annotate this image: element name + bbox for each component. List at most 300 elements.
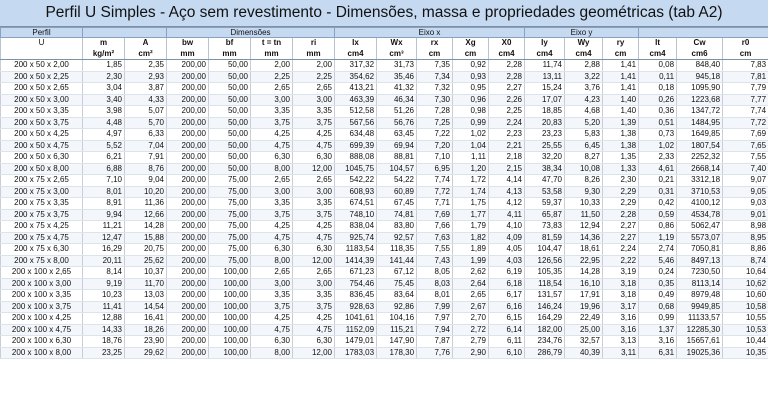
table-cell: 67,12 [377,267,417,279]
table-row [1,232,768,244]
table-cell: 1,82 [453,232,489,244]
table-cell: 6,17 [489,290,525,302]
table-cell: 634,48 [335,129,377,141]
table-cell: 3,18 [603,278,639,290]
table-cell: 3,17 [603,301,639,313]
table-cell: 63,45 [377,129,417,141]
table-cell: 147,90 [377,336,417,348]
table-cell: 11,74 [525,60,565,72]
table-cell: 15657,61 [677,336,723,348]
table-cell: 11,21 [83,221,125,233]
column-unit: cm [417,49,453,60]
table-cell: 8,91 [83,198,125,210]
table-cell: 8979,48 [677,290,723,302]
table-cell: 7,20 [417,140,453,152]
column-unit: cm4 [489,49,525,60]
table-cell: 7,32 [417,83,453,95]
table-cell: 1,41 [603,71,639,83]
table-cell: 2,29 [603,186,639,198]
table-cell: 182,00 [525,324,565,336]
table-cell: 32,57 [565,336,603,348]
column-symbol: m [83,38,125,49]
profile-name-cell: 200 x 100 x 4,25 [1,313,83,325]
column-unit: cm4 [335,49,377,60]
profile-name-cell: 200 x 75 x 4,75 [1,232,83,244]
group-header [83,28,167,38]
table-cell: 10,53 [723,324,768,336]
column-symbol: bw [167,38,209,49]
column-unit: mm [209,49,251,60]
table-cell: 92,57 [377,232,417,244]
table-cell: 0,35 [639,278,677,290]
table-cell: 6,21 [83,152,125,164]
table-cell: 7230,50 [677,267,723,279]
table-cell: 2252,32 [677,152,723,164]
table-body [1,60,768,359]
table-cell: 1152,09 [335,324,377,336]
table-cell: 4,11 [489,209,525,221]
table-cell: 6,11 [489,336,525,348]
profile-name-cell: 200 x 75 x 2,65 [1,175,83,187]
table-cell: 1,35 [603,152,639,164]
table-cell: 100,00 [209,278,251,290]
table-cell: 2,25 [489,106,525,118]
profile-table [0,27,768,359]
table-cell: 32,20 [525,152,565,164]
table-cell: 2,30 [603,175,639,187]
table-cell: 20,11 [83,255,125,267]
table-cell: 3,16 [603,324,639,336]
table-cell: 10,64 [723,267,768,279]
table-cell: 567,56 [335,117,377,129]
table-cell: 100,00 [209,267,251,279]
table-cell: 8,98 [723,221,768,233]
table-cell: 200,00 [167,60,209,72]
table-cell: 0,24 [639,267,677,279]
table-cell: 4,25 [293,129,335,141]
table-cell: 4,25 [293,221,335,233]
column-unit: cm [453,49,489,60]
table-cell: 234,76 [525,336,565,348]
table-cell: 50,00 [209,94,251,106]
table-cell: 4,12 [489,198,525,210]
table-cell: 200,00 [167,117,209,129]
table-cell: 12,00 [293,255,335,267]
column-symbol: bf [209,38,251,49]
table-cell: 164,29 [525,313,565,325]
table-cell: 118,35 [377,244,417,256]
table-cell: 3,00 [293,94,335,106]
table-cell: 6,15 [489,313,525,325]
table-cell: 3312,18 [677,175,723,187]
table-cell: 75,00 [209,244,251,256]
table-cell: 4,48 [83,117,125,129]
table-cell: 0,31 [639,186,677,198]
table-cell: 0,99 [639,313,677,325]
table-cell: 7,35 [417,60,453,72]
table-cell: 1,19 [639,232,677,244]
table-cell: 2,18 [489,152,525,164]
table-cell: 6,30 [293,336,335,348]
table-cell: 1,41 [603,60,639,72]
table-cell: 9,05 [723,186,768,198]
table-cell: 200,00 [167,336,209,348]
column-symbol: A [125,38,167,49]
table-cell: 200,00 [167,324,209,336]
table-cell: 1807,54 [677,140,723,152]
table-cell: 35,46 [377,71,417,83]
table-cell: 2,65 [251,83,293,95]
table-cell: 200,00 [167,267,209,279]
table-cell: 25,00 [565,324,603,336]
table-cell: 4,75 [293,324,335,336]
table-cell: 50,00 [209,60,251,72]
column-symbol: t = tn [251,38,293,49]
table-cell: 13,11 [525,71,565,83]
table-cell: 2,27 [489,83,525,95]
table-cell: 115,21 [377,324,417,336]
table-cell: 7,94 [417,324,453,336]
table-cell: 18,26 [125,324,167,336]
table-cell: 3,00 [251,186,293,198]
profile-name-cell: 200 x 75 x 4,25 [1,221,83,233]
table-row [1,267,768,279]
table-cell: 3,35 [251,290,293,302]
table-cell: 7,10 [417,152,453,164]
table-cell: 3,00 [251,278,293,290]
table-cell: 3,35 [293,290,335,302]
table-cell: 3710,53 [677,186,723,198]
table-cell: 23,90 [125,336,167,348]
table-cell: 3,75 [251,209,293,221]
table-cell: 7,83 [723,60,768,72]
table-cell: 10,23 [83,290,125,302]
table-cell: 699,39 [335,140,377,152]
profile-name-cell: 200 x 100 x 3,35 [1,290,83,302]
column-unit: cm4 [525,49,565,60]
column-symbol: Iy [525,38,565,49]
table-cell: 3,76 [565,83,603,95]
table-cell: 75,00 [209,198,251,210]
table-cell: 4100,12 [677,198,723,210]
table-cell: 7,72 [723,117,768,129]
column-symbol: r0 [723,38,768,49]
table-cell: 200,00 [167,278,209,290]
table-row [1,83,768,95]
table-cell: 7,69 [417,209,453,221]
table-cell: 0,92 [453,60,489,72]
table-cell: 1,77 [453,209,489,221]
table-cell: 17,91 [565,290,603,302]
table-cell: 3,40 [83,94,125,106]
table-cell: 888,08 [335,152,377,164]
table-cell: 2,62 [453,267,489,279]
table-cell: 100,00 [209,290,251,302]
group-header-row [1,28,768,38]
table-cell: 20,75 [125,244,167,256]
table-cell: 7,43 [417,255,453,267]
table-cell: 4,25 [251,313,293,325]
table-cell: 7,81 [723,71,768,83]
table-cell: 75,00 [209,175,251,187]
table-cell: 3,75 [293,301,335,313]
table-cell: 4,25 [251,129,293,141]
table-cell: 22,49 [565,313,603,325]
column-unit: mm [167,49,209,60]
column-symbol: Cw [677,38,723,49]
column-symbol: Ix [335,38,377,49]
group-header [639,28,768,38]
table-cell: 2,23 [489,129,525,141]
table-cell: 1223,68 [677,94,723,106]
table-row [1,324,768,336]
table-cell: 6,30 [251,244,293,256]
profile-name-cell: 200 x 100 x 4,75 [1,324,83,336]
table-cell: 14,54 [125,301,167,313]
table-cell: 7,74 [723,106,768,118]
table-cell: 0,51 [639,117,677,129]
table-cell: 0,86 [639,221,677,233]
table-cell: 16,29 [83,244,125,256]
profile-name-cell: 200 x 100 x 3,00 [1,278,83,290]
table-title: Perfil U Simples - Aço sem revestimento - Dimensões, massa e propriedades geométricas (tab A2) [0,0,768,27]
table-cell: 10,37 [125,267,167,279]
table-cell: 2,21 [489,140,525,152]
table-cell: 11,50 [565,209,603,221]
table-cell: 3,35 [251,106,293,118]
table-cell: 9,94 [83,209,125,221]
table-cell: 5,83 [565,129,603,141]
table-cell: 2,79 [453,336,489,348]
table-cell: 2,28 [489,71,525,83]
table-cell: 200,00 [167,347,209,359]
table-cell: 178,30 [377,347,417,359]
table-cell: 1,99 [453,255,489,267]
table-cell: 1,04 [453,140,489,152]
table-cell: 674,51 [335,198,377,210]
table-cell: 100,00 [209,324,251,336]
column-unit [1,49,83,60]
table-cell: 200,00 [167,244,209,256]
table-cell: 3,35 [293,106,335,118]
table-cell: 131,57 [525,290,565,302]
table-cell: 463,39 [335,94,377,106]
table-cell: 4,03 [489,255,525,267]
table-cell: 38,34 [525,163,565,175]
table-cell: 4,13 [489,186,525,198]
table-cell: 22,95 [565,255,603,267]
table-cell: 10,62 [723,278,768,290]
table-cell: 104,47 [525,244,565,256]
profile-name-cell: 200 x 75 x 6,30 [1,244,83,256]
table-cell: 9,01 [723,209,768,221]
column-symbol: rx [417,38,453,49]
table-cell: 3,00 [251,94,293,106]
table-cell: 4,33 [125,94,167,106]
table-cell: 1,20 [453,163,489,175]
table-cell: 5,46 [639,255,677,267]
table-cell: 31,73 [377,60,417,72]
table-cell: 11,41 [83,301,125,313]
table-cell: 4,75 [251,140,293,152]
table-cell: 1,33 [603,163,639,175]
table-cell: 16,10 [565,278,603,290]
table-cell: 6,14 [489,324,525,336]
table-cell: 10,35 [723,347,768,359]
table-cell: 7,40 [723,163,768,175]
profile-name-cell: 200 x 75 x 3,75 [1,209,83,221]
table-cell: 4,10 [489,221,525,233]
table-cell: 754,46 [335,278,377,290]
table-cell: 8,03 [417,278,453,290]
column-symbol: It [639,38,677,49]
table-cell: 925,74 [335,232,377,244]
table-cell: 3,13 [603,336,639,348]
table-cell: 4,75 [251,324,293,336]
table-cell: 8,26 [565,175,603,187]
table-cell: 8,76 [125,163,167,175]
table-cell: 50,00 [209,117,251,129]
column-unit: cm4 [565,49,603,60]
table-cell: 0,68 [639,301,677,313]
table-row [1,336,768,348]
table-cell: 3,75 [251,117,293,129]
table-cell: 7,99 [417,301,453,313]
table-cell: 5,20 [565,117,603,129]
table-cell: 1,11 [453,152,489,164]
table-cell: 2,64 [453,278,489,290]
table-cell: 0,73 [639,129,677,141]
table-cell: 8,74 [723,255,768,267]
table-cell: 7,10 [83,175,125,187]
table-cell: 7,65 [723,140,768,152]
table-cell: 3,00 [293,186,335,198]
table-cell: 6,30 [251,336,293,348]
table-cell: 1,74 [453,186,489,198]
column-symbol: ri [293,38,335,49]
table-cell: 3,22 [565,71,603,83]
group-header: Eixo y [525,28,639,38]
table-cell: 12,00 [293,163,335,175]
table-cell: 14,28 [125,221,167,233]
table-cell: 945,18 [677,71,723,83]
table-cell: 2,88 [565,60,603,72]
table-cell: 4,25 [251,221,293,233]
table-cell: 3,87 [125,83,167,95]
table-cell: 0,96 [453,94,489,106]
table-cell: 104,57 [377,163,417,175]
table-cell: 2,93 [125,71,167,83]
table-cell: 2668,14 [677,163,723,175]
table-cell: 1,02 [453,129,489,141]
table-cell: 2,65 [293,267,335,279]
table-cell: 5,52 [83,140,125,152]
table-cell: 3,19 [603,267,639,279]
table-cell: 8,27 [565,152,603,164]
table-cell: 7,87 [417,336,453,348]
table-cell: 2,70 [453,313,489,325]
table-cell: 50,00 [209,152,251,164]
table-cell: 81,59 [525,232,565,244]
table-cell: 200,00 [167,198,209,210]
column-unit: cm6 [677,49,723,60]
table-cell: 4,97 [83,129,125,141]
table-cell: 7,77 [723,94,768,106]
table-cell: 1347,72 [677,106,723,118]
table-cell: 3,16 [603,313,639,325]
table-cell: 14,33 [83,324,125,336]
profile-name-cell: 200 x 100 x 2,65 [1,267,83,279]
profile-name-cell: 200 x 50 x 4,75 [1,140,83,152]
table-cell: 2,74 [639,244,677,256]
table-cell: 200,00 [167,106,209,118]
table-cell: 92,86 [377,301,417,313]
column-unit: mm [293,49,335,60]
table-cell: 8,00 [251,255,293,267]
table-cell: 54,22 [377,175,417,187]
table-cell: 4,05 [489,244,525,256]
table-row [1,221,768,233]
table-cell: 1,79 [453,221,489,233]
table-cell: 2,00 [251,60,293,72]
table-cell: 2,90 [453,347,489,359]
column-symbol: X0 [489,38,525,49]
table-cell: 14,36 [565,232,603,244]
table-cell: 15,88 [125,232,167,244]
table-cell: 200,00 [167,140,209,152]
table-row [1,186,768,198]
column-unit: kg/m² [83,49,125,60]
table-cell: 56,76 [377,117,417,129]
table-cell: 1783,03 [335,347,377,359]
table-cell: 118,54 [525,278,565,290]
profile-name-cell: 200 x 100 x 8,00 [1,347,83,359]
table-cell: 1,40 [603,94,639,106]
table-cell: 1,39 [603,117,639,129]
table-cell: 6,30 [293,152,335,164]
column-symbol: ry [603,38,639,49]
column-unit: cm [603,49,639,60]
table-cell: 7,71 [417,198,453,210]
table-cell: 7,76 [417,347,453,359]
profile-name-cell: 200 x 50 x 6,30 [1,152,83,164]
table-cell: 50,00 [209,163,251,175]
table-cell: 4,14 [489,175,525,187]
table-cell: 14,28 [565,267,603,279]
table-cell: 6,88 [83,163,125,175]
table-row [1,313,768,325]
table-cell: 2,25 [293,71,335,83]
table-cell: 3,75 [293,117,335,129]
symbol-header-row [1,38,768,49]
table-cell: 8,01 [417,290,453,302]
table-cell: 7,04 [125,140,167,152]
table-cell: 105,35 [525,267,565,279]
table-cell: 100,00 [209,336,251,348]
profile-name-cell: 200 x 75 x 3,35 [1,198,83,210]
table-cell: 46,34 [377,94,417,106]
table-cell: 4,23 [565,94,603,106]
table-cell: 19,96 [565,301,603,313]
profile-name-cell: 200 x 100 x 6,30 [1,336,83,348]
table-cell: 59,37 [525,198,565,210]
table-row [1,152,768,164]
column-unit: mm [251,49,293,60]
table-cell: 3,35 [251,198,293,210]
table-cell: 200,00 [167,175,209,187]
table-cell: 75,00 [209,186,251,198]
table-cell: 23,25 [83,347,125,359]
